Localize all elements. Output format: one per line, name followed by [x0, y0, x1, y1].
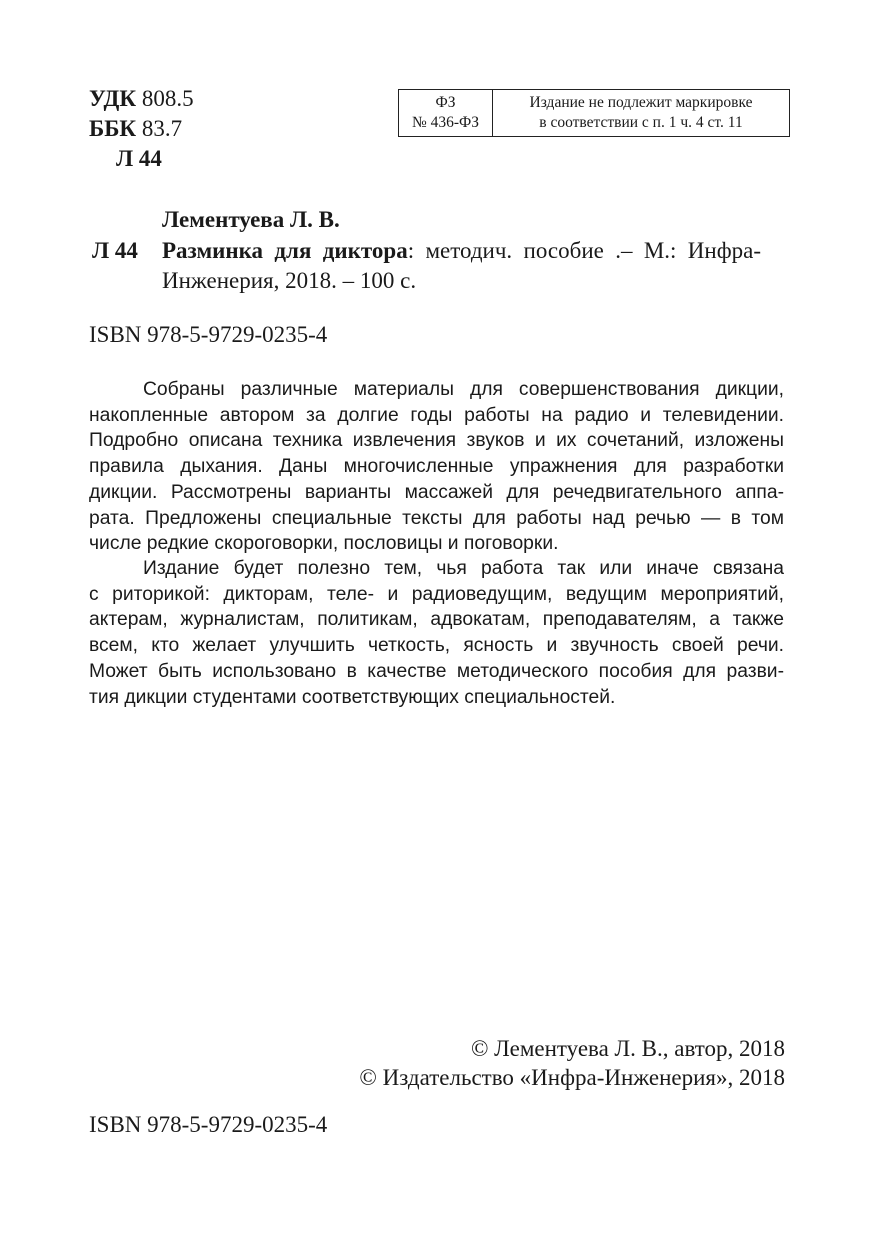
- notice-line-1: Издание не подлежит маркировке: [529, 94, 753, 111]
- age-marking-notice-box: [398, 89, 790, 137]
- annotation-line: дикции. Рассмотрены варианты массажей для речедвигательного аппа-: [89, 481, 784, 503]
- annotation-line: Издание будет полезно тем, чья работа так или иначе связана: [143, 558, 784, 579]
- bbk-line: [89, 114, 182, 144]
- law-line-1: ФЗ: [435, 94, 456, 111]
- annotation-paragraph-1: [89, 377, 784, 557]
- annotation-line: тия дикции студентами соответствующих специальностей.: [89, 686, 616, 708]
- annotation-line: числе редкие скороговорки, пословицы и поговорки.: [89, 533, 559, 555]
- isbn-top: ISBN 978-5-9729-0235-4: [89, 322, 328, 347]
- bbk-label: ББК: [89, 116, 137, 141]
- bib-line-1: [162, 236, 761, 266]
- annotation-line: Может быть использовано в качестве методического пособия для разви-: [89, 660, 784, 682]
- udk-label: УДК: [89, 86, 137, 111]
- isbn-bottom: ISBN 978-5-9729-0235-4: [89, 1112, 328, 1137]
- notice-cell: [493, 90, 789, 136]
- annotation-line: с риторикой: дикторам, теле- и радиоведущим, ведущим мероприятий,: [89, 583, 784, 605]
- bib-line-1-text: [162, 236, 761, 266]
- book-imprint-1: : методич. пособие .– М.: Инфра-: [407, 238, 761, 263]
- annotation-paragraph-2: [89, 556, 784, 710]
- copyright-author: © Лементуева Л. В., автор, 2018: [470, 1036, 785, 1061]
- bib-mark: [92, 236, 138, 266]
- bib-line-2: Инженерия, 2018. – 100 с.: [162, 268, 417, 293]
- udk-line: [89, 84, 194, 114]
- annotation-line: рата. Предложены специальные тексты для работы над речью — в том: [89, 507, 784, 529]
- law-cell: [399, 90, 493, 136]
- annotation-line: актерам, журналистам, политикам, адвокатам, преподавателям, а также: [89, 609, 784, 631]
- annotation-line: Собраны различные материалы для совершенствования дикции,: [143, 379, 784, 400]
- annotation-line: правила дыхания. Даны многочисленные упражнения для разработки: [89, 456, 784, 478]
- annotation-line: накопленные автором за долгие годы работы на радио и телевидении.: [89, 404, 784, 426]
- annotation-line: всем, кто желает улучшить четкость, ясность и звучность своей речи.: [89, 635, 784, 657]
- author-mark: Л 44: [116, 146, 162, 171]
- book-author-text: Лементуева Л. В.: [162, 207, 340, 232]
- book-title: Разминка для диктора: [162, 238, 408, 263]
- law-line-2: № 436-ФЗ: [411, 114, 480, 131]
- bib-mark-text: Л 44: [92, 238, 138, 263]
- udk-value: 808.5: [141, 86, 194, 111]
- author-mark-line: [116, 144, 162, 174]
- notice-line-2: в соответствии с п. 1 ч. 4 ст. 11: [539, 114, 743, 131]
- bbk-value: 83.7: [141, 116, 183, 141]
- annotation-line: Подробно описана техника извлечения звуков и их сочетаний, изложены: [89, 430, 784, 452]
- copyright-publisher: © Издательство «Инфра-Инженерия», 2018: [359, 1065, 785, 1090]
- book-author: [162, 205, 340, 235]
